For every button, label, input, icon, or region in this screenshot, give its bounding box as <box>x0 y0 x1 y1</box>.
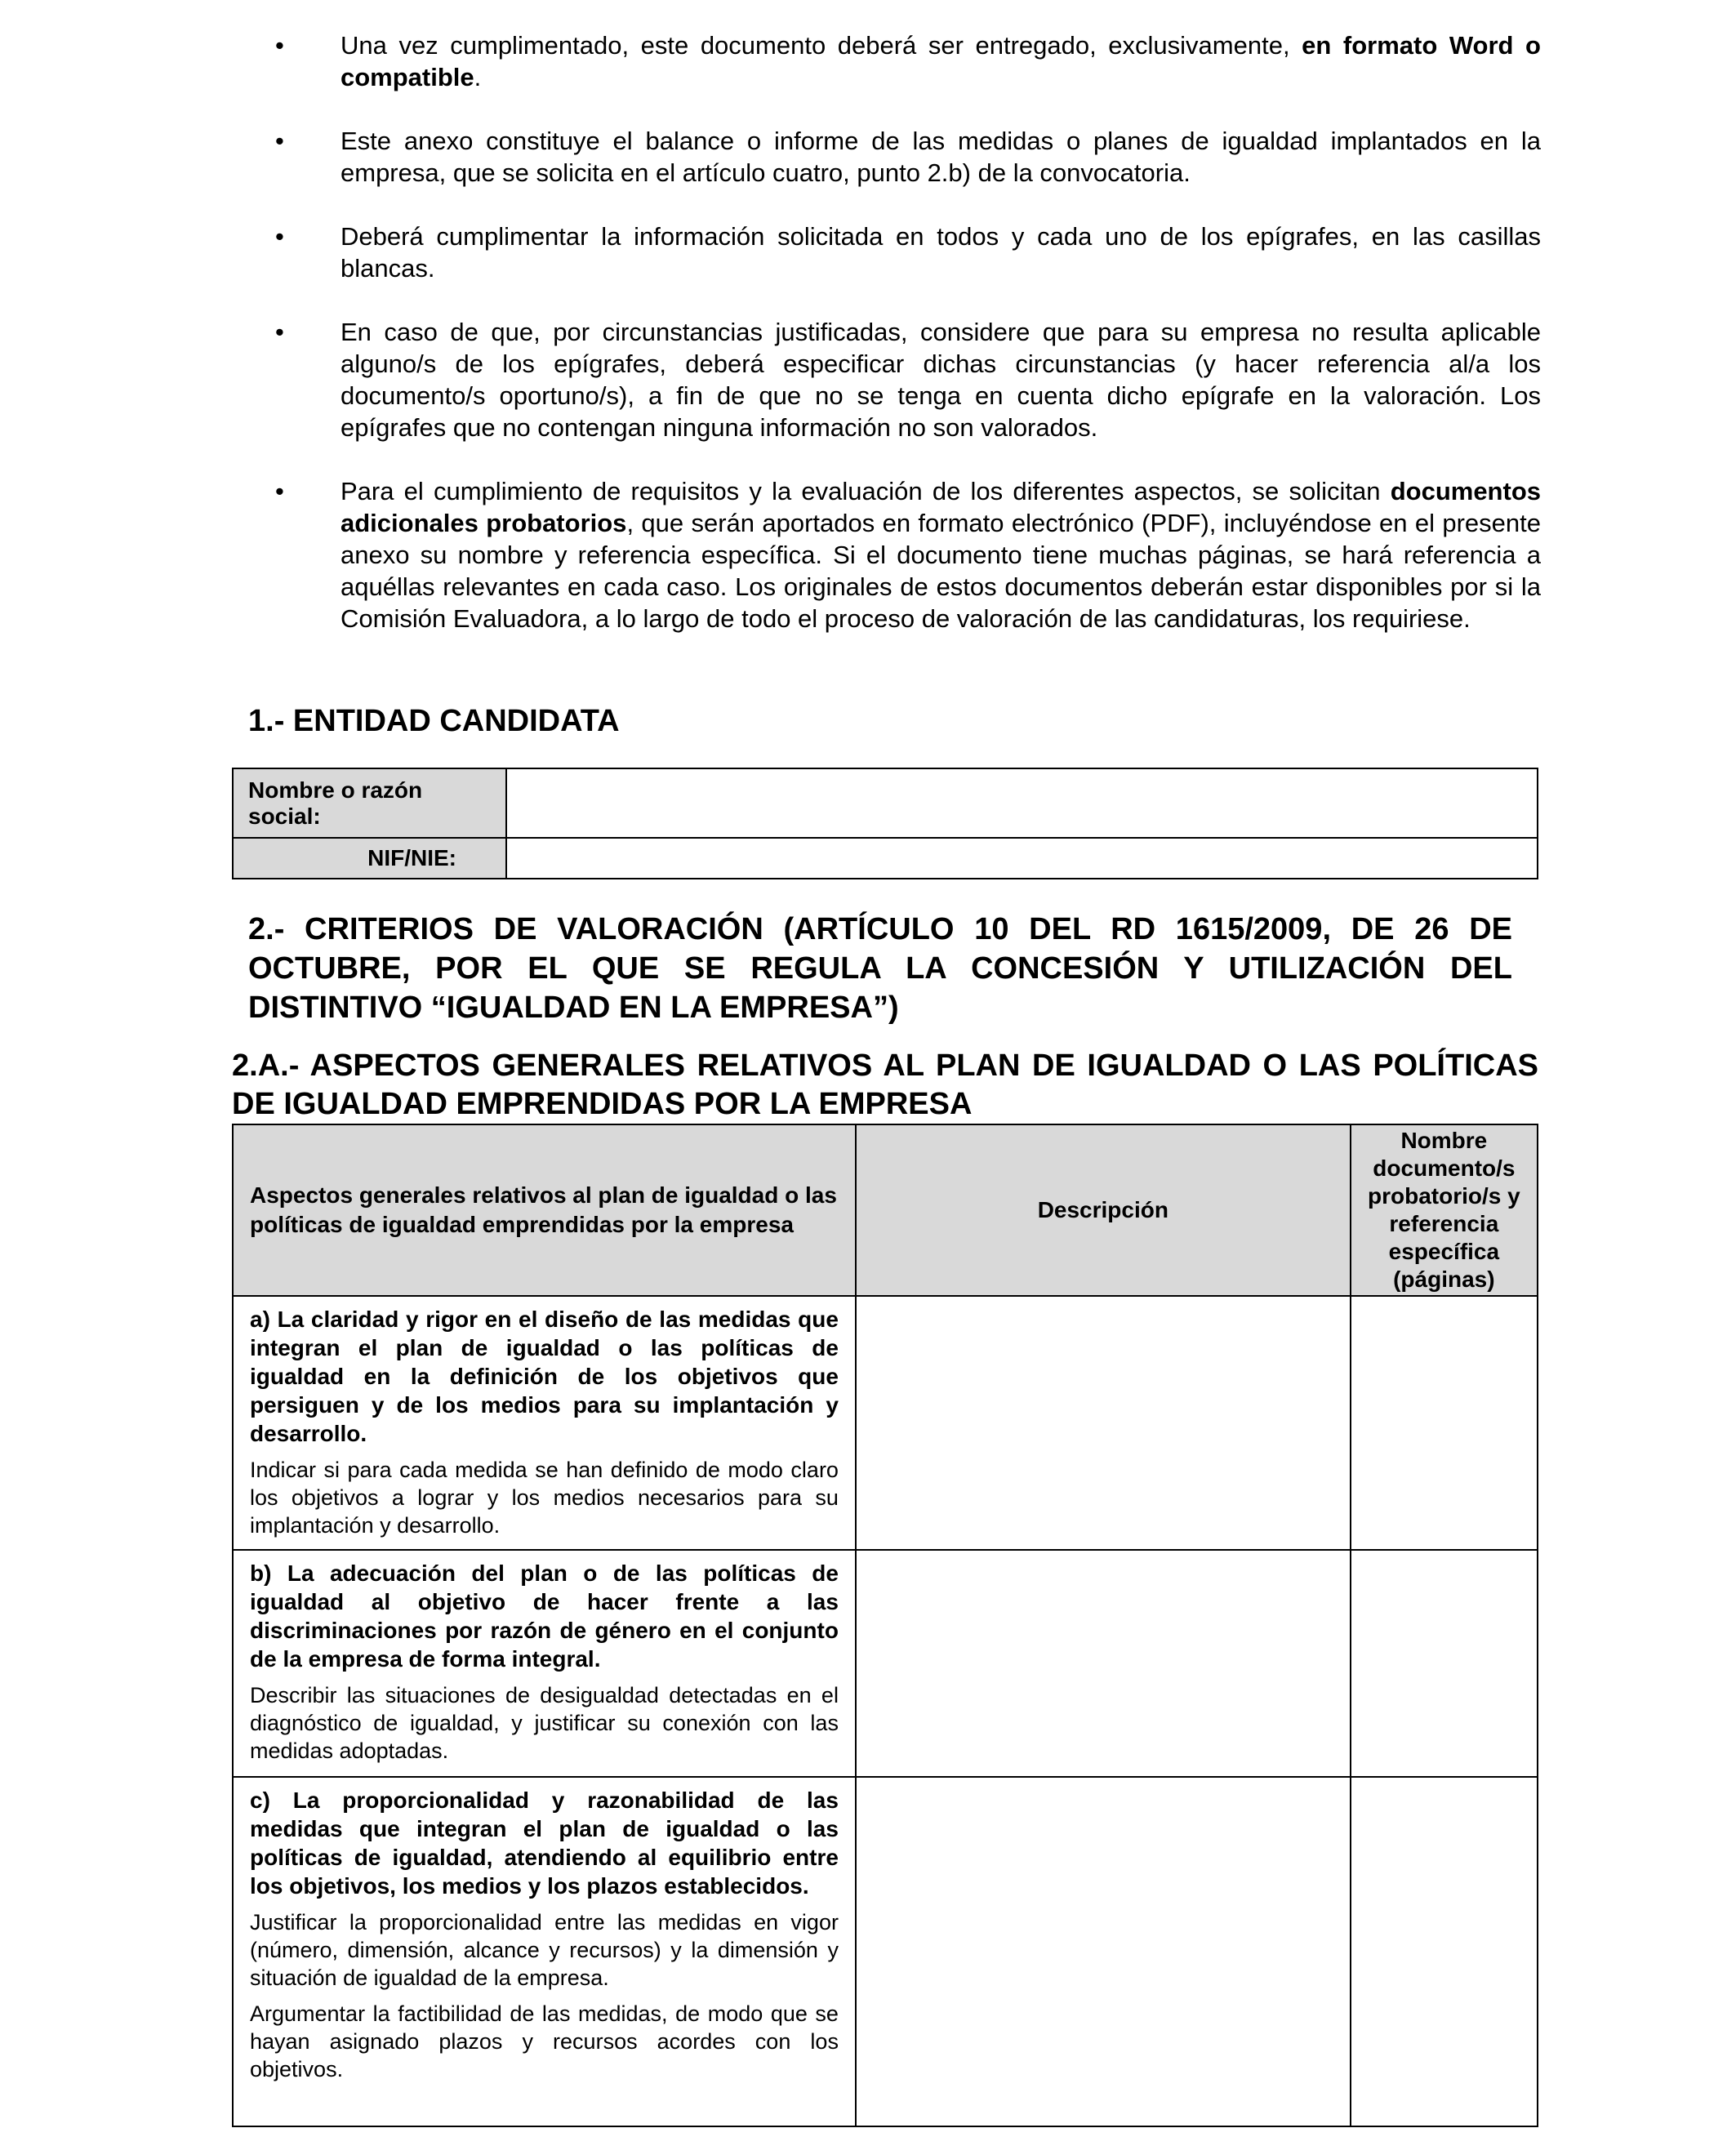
documents-field-a[interactable] <box>1351 1296 1538 1550</box>
instruction-item <box>275 220 1541 284</box>
bullet-icon: • <box>275 222 284 251</box>
criterion-title: c) La proporcionalidad y razonabilidad de las medidas que integran el plan de igualdad o las políticas de igualdad, atendiendo al equilibrio entre los objetivos, los medios y los plazos establecidos. <box>250 1788 839 1899</box>
instruction-text: Deberá cumplimentar la información solicitada en todos y cada uno de los epígrafes, en las casillas blancas. <box>341 222 1541 283</box>
name-field[interactable] <box>506 768 1538 838</box>
criterion-help: Indicar si para cada medida se han definido de modo claro los objetivos a lograr y los medios necesarios para su implantación y desarrollo. <box>250 1458 839 1538</box>
table-row <box>233 1777 1538 2126</box>
instruction-text: Este anexo constituye el balance o informe de las medidas o planes de igualdad implantados en la empresa, que se solicita en el artículo cuatro, punto 2.b) de la convocatoria. <box>341 127 1541 187</box>
nif-field[interactable] <box>506 838 1538 879</box>
instruction-item <box>275 316 1541 443</box>
table-row <box>233 1296 1538 1550</box>
documents-field-b[interactable] <box>1351 1550 1538 1777</box>
section-2-heading: 2.- CRITERIOS DE VALORACIÓN (ARTÍCULO 10 DEL RD 1615/2009, DE 26 DE OCTUBRE, POR EL QUE SE REGULA LA CONCESIÓN Y UTILIZACIÓN DEL DISTINTIVO “IGUALDAD EN LA EMPRESA”) <box>248 912 1512 1025</box>
criterion-help: Describir las situaciones de desigualdad detectadas en el diagnóstico de igualdad, y justificar su conexión con las medidas adoptadas. <box>250 1683 839 1763</box>
section-2a-heading: 2.A.- ASPECTOS GENERALES RELATIVOS AL PLAN DE IGUALDAD O LAS POLÍTICAS DE IGUALDAD EMPRENDIDAS POR LA EMPRESA <box>232 1048 1538 1121</box>
criteria-header-documents: Nombre documento/s probatorio/s y referencia específica (páginas) <box>1351 1124 1538 1296</box>
instruction-item <box>275 125 1541 189</box>
description-field-b[interactable] <box>856 1550 1351 1777</box>
criterion-help: Argumentar la factibilidad de las medidas, de modo que se hayan asignado plazos y recursos acordes con los objetivos. <box>250 2001 839 2081</box>
entity-table <box>232 768 1538 879</box>
table-row <box>233 1550 1538 1777</box>
instruction-item <box>275 29 1541 93</box>
instructions-list <box>275 29 1541 666</box>
criterion-help: Justificar la proporcionalidad entre las medidas en vigor (número, dimensión, alcance y recursos) y la dimensión y situación de igualdad de la empresa. <box>250 1910 839 1990</box>
criterion-title: a) La claridad y rigor en el diseño de las medidas que integran el plan de igualdad o las políticas de igualdad en la definición de los objetivos que persiguen y de los medios para su implantación y desarrollo. <box>250 1307 839 1446</box>
criteria-header-description: Descripción <box>856 1124 1351 1296</box>
criteria-table <box>232 1124 1538 2127</box>
bullet-icon: • <box>275 477 284 505</box>
instruction-text: Una vez cumplimentado, este documento deberá ser entregado, exclusivamente, <box>341 31 1302 60</box>
section-1-heading: 1.- ENTIDAD CANDIDATA <box>248 704 620 738</box>
description-field-c[interactable] <box>856 1777 1351 2126</box>
nif-label: NIF/NIE: <box>233 838 506 879</box>
criterion-a <box>233 1296 856 1550</box>
instruction-text: , que serán aportados en formato electrónico (PDF), incluyéndose en el presente anexo su nombre y referencia específica. Si el documento tiene muchas páginas, se hará referencia a aquéllas relevantes en cada caso. Los originales de estos documentos deberán estar disponibles por si la Comisión Evaluadora, a lo largo de todo el proceso de valoración de las candidaturas, los requiriese. <box>341 509 1541 633</box>
instruction-text: . <box>474 63 482 91</box>
bullet-icon: • <box>275 127 284 155</box>
instruction-text: Para el cumplimiento de requisitos y la evaluación de los diferentes aspectos, se solicitan <box>341 477 1391 505</box>
bullet-icon: • <box>275 31 284 60</box>
instruction-emphasis: en formato Word o compatible <box>341 31 1541 91</box>
criterion-b <box>233 1550 856 1777</box>
description-field-a[interactable] <box>856 1296 1351 1550</box>
bullet-icon: • <box>275 318 284 346</box>
criterion-c <box>233 1777 856 2126</box>
criterion-title: b) La adecuación del plan o de las políticas de igualdad al objetivo de hacer frente a las discriminaciones por razón de género en el conjunto de la empresa de forma integral. <box>250 1560 839 1672</box>
instruction-text: En caso de que, por circunstancias justificadas, considere que para su empresa no resulta aplicable alguno/s de los epígrafes, deberá especificar dichas circunstancias (y hacer referencia al/a los documento/s oportuno/s), a fin de que no se tenga en cuenta dicho epígrafe en la valoración. Los epígrafes que no contengan ninguna información no son valorados. <box>341 318 1541 442</box>
instruction-emphasis: documentos adicionales probatorios <box>341 477 1541 537</box>
criteria-header-aspects: Aspectos generales relativos al plan de igualdad o las políticas de igualdad emprendidas por la empresa <box>233 1124 856 1296</box>
instruction-item <box>275 475 1541 634</box>
documents-field-c[interactable] <box>1351 1777 1538 2126</box>
name-label: Nombre o razón social: <box>233 768 506 838</box>
